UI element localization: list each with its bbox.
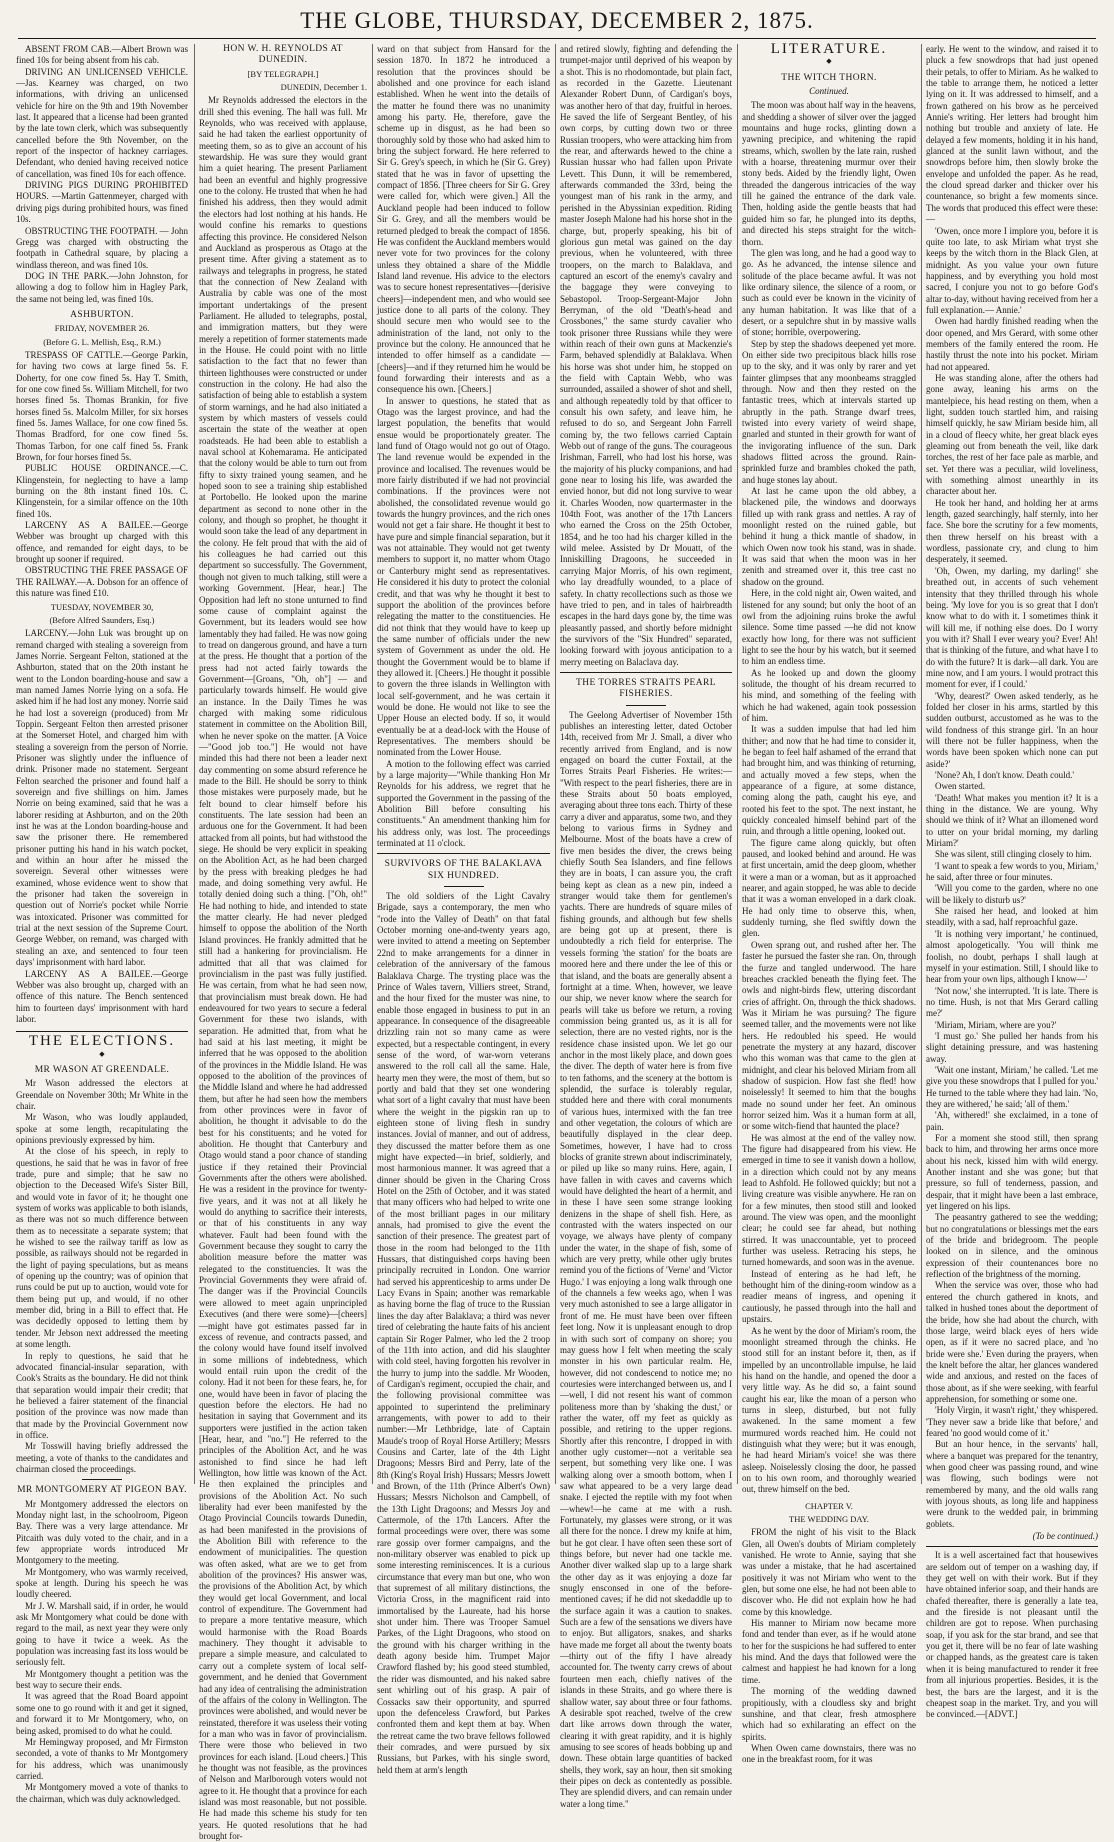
court-item: ABSENT FROM CAB.—Albert Brown was fined 10s for being absent from his cab.: [16, 44, 188, 66]
story-paragraph: At last he came upon the old abbey, a blackened pile, the windows and doorways filled up with rank grass and nettles. A ray of moonlight rested on the ruined gable, but behind it hung a thick mantle of shadow, in which Owen now took his stand, was in shade. It was said that when the moon was in her zenith and streamed over it, this tree cast no shadow on the ground.: [742, 486, 916, 587]
section-heading: LITERATURE.: [770, 41, 888, 57]
story-paragraph: 'I want to speak a few words to you, Miriam,' he said, after three or four minutes.: [926, 860, 1098, 883]
article-paragraph: Mr Wason, who was loudly applauded, spoke at some length, recapitulating the opinions previously expressed by him.: [16, 1112, 188, 1145]
telegraph-tag: [BY TELEGRAPH.]: [247, 68, 319, 79]
story-paragraph: 'Will you come to the garden, where no one will be likely to disturb us?': [926, 883, 1098, 905]
ornament: ◆: [99, 1049, 105, 1058]
court-item: OBSTRUCTING THE FOOTPATH. — John Gregg was charged with obstructing the footpath in Cathedral square, by placing a windlass thereon, and was fined 10s.: [16, 225, 188, 270]
story-paragraph: But an hour hence, in the servants' hall, where a banquet was prepared for the tenantry, when good cheer was passing round, and wine was flowing, such bodings were not remembered by many, and the old walls rang with joyous shouts, as long life and happiness were drunk to the wedded pair, in brimming goblets.: [926, 1439, 1098, 1529]
court-date: TUESDAY, NOVEMBER 30,: [50, 601, 154, 612]
section-heading: ASHBURTON.: [70, 309, 134, 320]
article-heading: HON W. H. REYNOLDS AT DUNEDIN.: [223, 44, 343, 66]
article-paragraph: Mr Montgomery moved a vote of thanks to the chairman, which was duly acknowledged.: [16, 1782, 188, 1804]
column-rule: [555, 44, 556, 1484]
court-item: DRIVING AN UNLICENSED VEHICLE.—Jas. Kearney was charged, on two informations, with driving an unlicensed vehicle for hire on the 9th and 19th November last. It appeared that a license had been granted by the late town clerk, which was subsequently cancelled before the 9th November, on the report of the inspector of hackney carriages. Defendant, who denied having received notice of cancellation, was fined 10s for each offence.: [16, 66, 188, 179]
court-bench: (Before Alfred Saunders, Esq.): [49, 614, 155, 625]
article-paragraph: Mr Montgomery addressed the electors on Monday night last, in the schoolroom, Pigeon Bay. There was a very large attendance. Mr Pitcaith was duly voted to the chair, and in a few appropriate words introduced Mr Montgomery to the meeting.: [16, 1498, 188, 1566]
divider: [82, 1479, 122, 1480]
article-paragraph: and retired slowly, fighting and defending the trumpet-major until deprived of his weapon by a shot. This is no rhodomontade, but plain fact, as recorded in the Gazette. Lieutenant Alexander Robert Dunn, of Cardigan's boys, was another hero of that day, fruitful in heroes. He saved the life of Sergeant Bentley, of his own corps, by cutting down two or three Russian troopers, who were attacking him from the rear, and afterwards hewed to the chine a Russian hussar who had fallen upon Private Levett. This Dunn, it will be remembered, afterwards commanded the 33rd, being the youngest man of his rank in the army, and perished in the Abyssinian expedition. Riding master Joseph Malone had his horse shot in the charge, but, properly speaking, his bit of glorious gun metal was gained on the day previous, when he volunteered, with three troopers, on the march to Balaklava, and captured an escort of the enemy's cavalry and the baggage they were conveying to Sebastopol. Troop-Sergeant-Major John Berryman, of the old "Death's-head and Crossbones," the same sturdy cavalier who took prisoner three Russians while they were within reach of their own guns at Mackenzie's Farm, behaved splendidly at Balaklava. When his horse was shot under him, he stopped on the field with Captain Webb, who was surrounded, assailed a shower of shot and shell, and although repeatedly told by that officer to consult his own safety, and leave him, he refused to do so, and Sergeant John Farrell coming by, the two fellows carried Captain Webb out of range of the guns. The courageous Irishman, Farrell, who had lost his horse, was the majority of his plucky companions, and had gone near to losing his life, was awarded the envied honor, but did not long survive to wear it. Charles Wooden, now quartermaster in the 104th Foot, was another of the 17th Lancers who earned the Cross on the 25th October, 1854, and he too had his charger killed in the wild melee. Assisted by Dr Mouatt, of the Inniskilling Dragoons, he succeeded in carrying Major Morris, of his own regiment, who lay dreadfully wounded, to a place of safety. In chatty recollections such as those we have tried to pen, and in tales of hairbreadth escapes in the hard days gone by, the time was pleasantly passed, and shortly before midnight the survivors of the "Six Hundred" separated, looking forward with joyous anticipation to a merry meeting on Balaclava day.: [560, 44, 732, 667]
court-item: LARCENY AS A BAILEE.—George Webber was also brought up, charged with an offence of this nature. The Bench sentenced him to fourteen days' imprisonment with hard labor.: [16, 968, 188, 1024]
article-paragraph: Mr Montgomery, who was warmly received, spoke at length. During his speech he was loudly cheered.: [16, 1566, 188, 1600]
court-date: FRIDAY, NOVEMBER 26.: [54, 323, 150, 334]
article-paragraph: Mr Tosswill having briefly addressed the meeting, a vote of thanks to the candidates and chairman closed the proceedings.: [16, 1441, 188, 1474]
article-paragraph: Mr Reynolds addressed the electors in the drill shed this evening. The hall was full. Mr Reynolds, who was received with applause, said he had taken the earliest opportunity of meeting them, so as to give an account of his stewardship. He was sure they would grant him a quiet hearing. The present Parliament had been an eventful and highly progressive one to the colony. He trusted that when he had finished his address, then they would admit the electors had lost nothing at his hands. He would confine his remarks to questions affecting this province. He considered Nelson and Auckland as prosperous as Otago at the present time. After giving a statement as to railways and telegraphs in progress, he stated that the connection of New Zealand with Australia by cable was one of the most important undertakings of the present Parliament. He alluded to telegraphs, postal, and immigration matters, but they were merely a repetition of former statements made in the House. He could point with no little satisfaction to the fact that no fewer than thirteen lighthouses were constructed or under construction in the colony. He had also the satisfaction of being able to establish a system of storm warnings, and he had also initiated a system by which masters of vessels could ascertain the state of the weather at open roadsteads. He had been able to establish a naval school at Kohemarama. He anticipated that the colony would be able to turn out from fifty to sixty trained young seamen, and he hoped soon to see a training ship established at Portobello. He looked upon the marine department as second to none other in the colony, and though so prophet, he thought it would soon take the lead of any department in the colony. He felt proud that with the aid of his colleagues he had carried out this department so successfully. The Government, though not given to much talking, still were a working Government. [Hear, hear.] The Opposition had left no stone unturned to find some cause of complaint against the Government, but its leaders would see how lamentably they had failed. He was now going to tread on dangerous ground, and have a turn at the press. He thought that a portion of the press had not acted fairly towards the Government—[Groans, "Oh, oh"] — and particularly towards himself. He would give an instance. In the Daily Times he was charged with making some ridiculous statement in committee on the Abolition Bill, when he never spoke on the matter. [A Voice—"Good job too."] He would not have minded this had there not been a leader next day commenting on some absurd reference he made to the Bill. He should be sorry to think those mistakes were purposely made, but he felt bound to clear himself before his constituents. The late session had been an arduous one for the Government. It had been attacked from all points, but had withstood the siege. He should be very explicit in speaking on the Abolition Act, as he had been charged by the press with breaking pledges he had made, and doing something very awful. He totally denied doing such a thing. ["Oh, oh!" He had nothing to hide, and intended to state the matter clearly. He had never pledged himself to oppose the abolition of the North Island provinces. He frankly admitted that he still had a hankering for provincialism. He admitted that all that was claimed for provincialism in the past was fully justified. He was certain, from what he had seen now, that provincialism must break down. He had endeavoured for two years to secure a federal Government for these two islands, with separation. He admitted that, from what he had said at his last meeting, it might be inferred that he was opposed to the abolition of the provinces in the Middle Island. He was opposed to the abolition of the provinces of the Middle Island and where he had addressed them, but after he had seen how the members from other provinces were in favor of abolition, he thought it advisable to do the best for his constituents; and he voted for abolition. He thought that Canterbury and Otago would stand a poor chance of standing justice if they retained their Provincial Governments after the others were abolished. He was a resident in the province for twenty-five years, and it was not at all likely he would do anything to sacrifice their interests, or that of his constituents in any way whatever. Fault had been found with the Government because they sought to carry the abolition measure before the matter was relegated to the constituencies. It was the Provincial Governments they were afraid of. The danger was if the Provincial Councils were allowed to meet again unprincipled Executives (and there were some)—[cheers] —might have got estimates passed far in excess of revenue, and contracts passed, and the colony would have found itself involved in some millions of indebtedness, which would entail ruin upon the credit of the colony. Had it not been for these fears, he, for one, would have been in favor of placing the question before the electors. He had no hesitation in saying that Government and its supporters were justified in the action taken [Hear, hear, and "no."] He referred to the principles of the Abolition Act, and he was astonished to find since he had left Wellington, how little was known of the Act. He then explained the principles and provisions of the Abolition Act. No such liberality had ever been manifested by the Otago Provincial Councils towards Dunedin, as had been manifested in the provisions of the Abolition Bill with reference to the endowment of municipalities. The question was often asked, what are we to get from abolition of the provinces? His answer was, the provisions of the Abolition Act, by which they would get local Government, and local control of expenditure. The Government had to prepare a more tentative measure, which would harmonise with the Road Boards machinery. They thought it advisable to prepare a simple measure, and calculated to carry out a complete system of local self-government, and he denied that Government had any idea of centralising the administration of the affairs of the colony in Wellington. The provinces were abolished, and would never be reinstated, therefore it was useless their voting for a man who was in favor of provincialism. There were those who believed in two provinces for each island. [Loud cheers.] This he thought was not feasible, as the provinces of Nelson and Marlborough voters would not agree to it. He thought that a province for each island was most reasonable, but not possible. He had made this scheme his study for ten years. He quoted resolutions that he had brought for-: [199, 95, 367, 1841]
court-item: DRIVING PIGS DURING PROHIBITED HOURS. —Martin Gattenmeyer, charged with driving pigs during prohibited hours, was fined 10s.: [16, 180, 188, 225]
article-paragraph: The Geelong Advertiser of November 15th publishes an interesting letter, dated October 14th, received from Mr J. Small, a diver who recently arrived from England, and is now engaged on board the cutter Foxtail, at the Torres Straits Pearl Fisheries. He writes:— "With respect to the pearl fisheries, there are in these Straits about 50 boats employed, averaging about three tons each. Thirty of these carry a diver and apparatus, some two, and they belong to various firms in Sydney and Melbourne. Most of the boats have a crew of five men besides the diver, the crews being chiefly South Sea Islanders, and fine fellows they are in boats, I can assure you, the craft being kept as clean as a new pin, indeed a stranger would take them for gentlemen's yachts. There are hundreds of square miles of fishing grounds, and although but few shells are being got up at present, there is undoubtedly a rich field for enterprise. The vessels forming 'the station' for the boats are moored here and there under the lee of this or that island, and the boats are generally absent a fortnight at a time. When, however, we leave our ship, we never know where the search for pearls will take us before we return, a roving commission being granted us, as it is all for selection, there are no vested rights, nor is the residence chase insisted upon. We let go our anchor in the most likely place, and down goes the diver. The depth of water here is from five to ten fathoms, and the scenery at the bottom is splendid, the surface is tolerably regular, studded here and there with coral monuments of various hues, intermixed with the fan tree and other vegetation, the colours of which are beautifully displayed in the clear deep. Sometimes, however, I have had to cross blocks of granite strewn about indiscriminately, or piled up like so many ruins. Here, again, I have fallen in with caves and caverns which would have delighted the heart of a hermit, and in these I have seen some strange looking denizens in the shape of shell fish. Here, as contrasted with the waters inspected on our voyage, we always have plenty of company under the water, in the shape of fish, some of which are very pretty, while other ugly brutes remind you of the fictions of 'Verne' and 'Victor Hugo.' I was enjoying a long walk through one of the channels a few weeks ago, when I was very much astonished to see a large alligator in front of me. He must have been over fifteen feet long. Now it is unpleasant enough to drop in with such sort of company on shore; you may guess how I felt when meeting the scaly monster in his own particular realm. He, however, did not condescend to notice me; no courtesies were interchanged between us, and I—well, I did not resent his want of common politeness more than by 'shaking the dust,' or rather the water, off my feet as quickly as possible, and retiring to the upper regions. Shortly after this rencontre, I dropped in with another ugly customer—not a veritable sea serpent, but something very like one. I was walking along over a smooth bottom, when I saw what appeared to be a very large dead snake. I ejected the reptile with my foot when—whew!—he came at me with a rush. Fortunately, my glasses were strong, or it was all there for the nonce. I drew my knife at him, but he got clear. I have often seen these sort of things before, but never had one tackle me. Another diver walked slap up to a large shark the other day as it was enjoying a doze far snugly ensconsed in one of the before-mentioned caves; if he did not skedaddle up to the surface again it was a caution to snakes. Such are a few of the sensations we divers have to enjoy. But alligators, snakes, and sharks have made me forget all about the twenty boats—thirty out of the fifty I have already accounted for. The twenty carry crews of about fourteen men each, chiefly natives of the islands in these Straits, and go where there is shallow water, say about three or four fathoms. A desirable spot reached, twelve of the crew dart like arrows down through the water, clearing it with great rapidity, and it is highly amusing to see scores of heads bobbing up and down. These obtain large quantities of backed shells, they work, say an hour, then sit smoking their pipes on deck as contentedly as possible. They are splendid divers, and can remain under water a long time.": [560, 709, 732, 1809]
article-heading: SURVIVORS OF THE BALAKLAVA SIX HUNDRED.: [384, 859, 543, 881]
to-be-continued: (To be continued.): [1032, 1531, 1098, 1542]
divider: [626, 705, 666, 706]
divider: [926, 1546, 1098, 1547]
story-paragraph: It was a sudden impulse that had led him thither; and now that he had time to consider it, he began to feel half ashamed of the errand that had brought him, and was thinking of returning, and actually moved a few steps, when the appearance of a figure, at some distance, coming along the path, caught his eye, and rooted his feet to the spot. The next instant, he quickly concealed himself behind part of the ruin, and through a little opening, looked out.: [742, 724, 916, 837]
advertisement-paragraph: It is a well ascertained fact that housewives are seldom out of temper on a washing day, if they get well on with their work. But if they have obtained inferior soap, and their hands are chafed thereafter, there is generally a late tea, and the fireside is not pleasant until the children are got to repose. When purchasing soap, if you ask for the star brand, and see that you get it, there will be no fear of late washing or chapped hands, as the greatest care is taken when it is being manufactured to render it free from all injurious properties. Besides, it is the best, the bars are the largest, and it is the cheapest soap in the market. Try, and you will be convinced.—[ADVT.]: [926, 1550, 1098, 1720]
story-paragraph: 'Owen, once more I implore you, before it is quite too late, to ask Miriam what tryst she keeps by the witch thorn in the Black Glen, at midnight. As you value your own future happiness, and by everything you hold most sacred, I conjure you not to go before God's altar to-day, without having received from her a full explanation.— Annie.': [926, 225, 1098, 315]
article-paragraph: Mr Wason addressed the electors at Greendale on November 30th; Mr White in the chair.: [16, 1078, 188, 1111]
court-bench: (Before G. L. Mellish, Esq., R.M.): [43, 336, 161, 347]
story-paragraph: 'None? Ah, I don't know. Death could.': [935, 770, 1075, 780]
column-rule: [194, 44, 195, 1484]
court-item: LARCENY.—John Luk was brought up on remand charged with stealing a sovereign from James Norrie. Sergeant Felton, stationed at the Ashburton, stated that on the 20th instant he went to the London boarding-house and saw a man named James Norrie lying on a sofa. He asked him if he had lost any money. Norrie said he had lost a sovereign (produced) from Mr Toppin. Sergeant Felton then arrested prisoner at the Somerset Hotel, and charged him with stealing a sovereign from the person of Norrie. Prisoner was slightly under the influence of drink. Prisoner made no statement. Sergeant Felton searched the prisoner and found half a sovereign and five shillings on him. James Norrie on being examined, said that he was a laborer residing at Ashburton, and on the 20th inst he was at the London boarding-house and saw the prisoner there. He remembered prisoner putting his hand in his watch pocket, and within an hour after he missed the sovereign. Several other witnesses were examined, whose evidence went to show that the prisoner had taken the sovereign in question out of Norrie's pocket while Norrie was intoxicated. Prisoner was committed for trial at the next session of the Supreme Court. George Webber, on remand, was charged with stealing an axe, and sentenced to four teen days' imprisonment with hard labor.: [16, 628, 188, 968]
court-item: TRESPASS OF CATTLE.—George Parkin, for having two cows at large fined 5s. F. Doherty, for one cow fined 5s. Hay T. Smith, for one cow fined 5s. William Mitchell, for two horses fined 5s. Thomas Brankin, for five horses fined 5s. Malcolm Miller, for six horses fined 5s. James Wallace, for one cow fined 5s. Thomas Bradford, for one cow fined 5s. Thomas Tarbon, for one calf fined 5s. Frank Brown, for four horses fined 5s.: [16, 349, 188, 463]
story-paragraph: early. He went to the window, and raised it to pluck a few snowdrops that had just opened their petals, to offer to Miriam. As he walked to the table to arrange them, he noticed a letter lying on it. It was addressed to himself, and a frown gathered on his brow as he perceived Annie's writing. Her letters had brought him nothing but trouble and anxiety of late. He delayed a few moments, holding it in his hand, glanced at the sunlit lawn without, and the snowdrops before him, then slowly broke the envelope and unfolded the paper. As he read, the cloud spread darker and thicker over his countenance, so bright a few moments since. The words that produced this effect were these:—: [926, 44, 1098, 225]
section-heading: THE ELECTIONS.: [16, 1031, 188, 1047]
story-paragraph: 'Wait one instant, Miriam,' he called. 'Let me give you these snowdrops that I pulled for you.' He turned to the table where they had lain. 'No, they are withered,' he said; 'all of them.': [926, 1064, 1098, 1109]
divider: [444, 886, 484, 887]
court-item: LARCENY AS A BAILEE.—George Webber was brought up charged with this offence, and remanded for eight days, to be brought up sooner if required.: [16, 520, 188, 565]
story-paragraph: The peasantry gathered to see the wedding; but no congratulations or blessings met the ears of the bride and bridegroom. The people looked on in silence, and the ominous expression of their countenances bore no reflection of the brightness of the morning.: [926, 1212, 1098, 1280]
story-paragraph: Owen sprang out, and rushed after her. The faster he pursued the faster she ran. On, through the furze and tangled underwood. The hare breaches crackled beneath the flying feet. The owls and night-birds flew, uttering discordant cries of affright. On, through the thick shadows. Was it Miriam he was pursuing? The figure seemed taller, and the movements were not like hers. He redoubled his speed. He would penetrate the mystery at any hazard, discover who this woman was that came to the glen at midnight, and clear his beloved Miriam from all shadow of suspicion. How fast she fled! how noiselessly! It seemed to him that the boughs made no sound under her feet. An ominous horror seized him. Was it a human form at all, or some witch-fiend that haunted the place?: [742, 939, 916, 1132]
article-heading: THE TORRES STRAITS PEARL FISHERIES.: [576, 677, 716, 700]
dateline: DUNEDIN, December 1.: [280, 82, 367, 93]
story-paragraph: She raised her head, and looked at him steadily, with a sad, half reproachful gaze.: [926, 906, 1098, 928]
story-paragraph: He was almost at the end of the valley now. The figure had disappeared from his view. He emerged in time to see it vanish down a hollow, in a direction which could not by any means lead to Ashfold. He followed quickly; but not a living creature was visible anywhere. He ran on for a few minutes, then stood still and looked around. The view was open, and the moonlight clear; he could see far ahead, but nothing stirred. It was unaccountable, yet to proceed further was useless. Retracing his steps, he turned homewards, and soon was in the avenue.: [742, 1132, 916, 1268]
story-paragraph: 'Holy Virgin, it wasn't right,' they whispered. 'They never saw a bride like that before,' and feared 'no good would come of it.': [926, 1405, 1098, 1438]
story-paragraph: 'Oh, Owen, my darling, my darling!' she breathed out, in accents of such vehement intensity that they thrilled through his whole being. 'My love for you is so great that I don't know what to do with it. I sometimes think it will kill me, if nothing else does. Do I worry you with it? Shall I ever weary you? Ever! Ah! that is thinking of the future, and what have I to do with the future? It is dark—all dark. You are mine now, and I am yours. I would protract this moment for ever, if I could.': [926, 565, 1098, 690]
column-6: [926, 44, 1098, 1720]
article-paragraph: Mr Hemingway proposed, and Mr Firmston seconded, a vote of thanks to Mr Montgomery for his address, which was unanimously carried.: [16, 1736, 188, 1781]
story-paragraph: For a moment she stood still, then sprang back to him, and throwing her arms once more about his neck, kissed him with wild energy. Another instant and she was gone; but that pressure, so full of tenderness, passion, and despair, that it might have been a last embrace, yet lingered on his lips.: [926, 1133, 1098, 1212]
column-3: [377, 44, 550, 1775]
story-paragraph: FROM the night of his visit to the Black Glen, all Owen's doubts of Miriam completely vanished. He wrote to Annie, saying that she was under a mistake, that he had ascertained positively it was not Miriam who went to the glen, but some one else, he had not been able to discover who. He did not explain how he had come by this knowledge.: [742, 1527, 916, 1617]
court-item: OBSTRUCTING THE FREE PASSAGE OF THE RAILWAY.—A. Dobson for an offence of this nature was fined £10.: [16, 565, 188, 599]
article-paragraph: The old soldiers of the Light Cavalry Brigade, says a contemporary, the men who "rode into the Valley of Death" on that fatal October morning one-and-twenty years ago, were invited to attend a meeting on September 22nd to make arrangements for a dinner in celebration of the anniversary of the famous Balaklava Charge. The trysting place was the Prince of Wales tavern, Villiers street, Strand, and the hour fixed for the muster was nine, to enable those engaged in business to put in an appearance. In consequence of the disagreeable drizzling rain not so many came as were expected, but a respectable contingent, in every sense of the word, of war-worn veterans answered to the roll call all the same. Hale, hearty men they were, the most of them, but so portly and bald that they set one wondering what sort of a light cavalry that must have been where the weight in the pigskin ran up to eighteen stone of living flesh in sundry instances. Jovial of manner, and out of address, they discussed the matter before them as one might have expected—in brief, soldierly, and most harmonious manner. It was agreed that a dinner should be given in the Charing Cross Hotel on the 25th of October, and it was stated that many officers who had helped to write one of the most brilliant pages in our military annals, had promised to give the event the sanction of their presence. The greatest part of those in the room had belonged to the 11th Hussars, that distinguished corps having been principally recruited in London. One warrior had served his apprenticeship to arms under De Lacy Evans in Spain; another was remarkable as having borne the flag of truce to the Russian lines the day after Balaklava; a third was never tired of celebrating the haute faits of his ancient captain Sir Roger Palmer, who led the 2 troop of the 11th into action, and did his slaughter with cold steel, having forgotten his revolver in the hurry to jump into the saddle. Mr Wooden, of Cardigan's regiment, occupied the chair, and the following provisional committee was appointed to superintend the preliminary arrangements, with power to add to their number:—Mr Lethbridge, late of Captain Maude's troop of Royal Horse Artillery; Messrs Cousins and Carter, late of the 4th Light Dragoons; Messrs Bird and Perry, late of the 8th (King's Royal Irish) Hussars; Messrs Jowett and Brown, of the 11th (Prince Albert's Own) Hussars; Messrs Nicholson and Campbell, of the 13th Light Dragoons; and Messrs Joy and Cattermole, of the 17th Lancers. After the formal proceedings were over, there was some rare gossip over former campaigns, and the non-military observer was enabled to pick up some interesting reminiscences. It is a curious circumstance that every man but one, who won that supremest of all military distinctions, the Victoria Cross, in the magnificent raid into immortalised by the Laureate, had his horse shot under him. There was Trooper Samuel Parkes, of the Light Dragoons, who stood on the ground with his charger writhing in the death agony beside him. Trumpet Major Crawford flashed by; his good steed stumbled, the rider was dismounted, and his naked sabre sent whirling out of his grasp. A pair of Cossacks saw their opportunity, and spurred upon the defenceless Crawford, but Parkes confronted them and kept them at bay. When the retreat came the two brave fellows followed their comrades, and were pursued by six Russians, but Parkes, with his single sword, held them at arm's length: [377, 891, 550, 1775]
divider: [560, 672, 732, 673]
column-rule: [737, 44, 738, 1484]
story-paragraph: As he went by the door of Miriam's room, the moonlight streamed through the chinks. He stood still for an instant before it, then, as if impelled by an uncontrollable impulse, he laid his hand on the handle, and opened the door a very little way. As he did so, a faint sound caught his ear, like the moan of a person who turns in sleep, disturbed, but not fully awakened. In the same moment a few murmured words reached him. He could not distinguish what they were; but it was enough, he had heard Miriam's voice! she was there asleep. Noiselessly closing the door, he passed on to his own room, and thoroughly wearied out, threw himself on the bed.: [742, 1325, 916, 1495]
story-title: THE WITCH THORN.: [781, 72, 877, 83]
story-paragraph: He took her hand, and holding her at arms length, gazed searchingly, half sternly, into her face. She bore the scrutiny for a few moments, then threw herself on his breast with a wordless, passionate cry, and clung to him desperately, it seemed.: [926, 497, 1098, 565]
masthead: THE GLOBE, THURSDAY, DECEMBER 2, 1875.: [300, 8, 814, 33]
story-paragraph: 'It is nothing very important,' he continued, almost apologetically. 'You will think me foolish, no doubt, perhaps I shall laugh at myself in your estimation. Still, I should like to hear from your own lips, although I know—': [926, 928, 1098, 985]
continued-label: Continued.: [809, 86, 849, 97]
article-heading: MR MONTGOMERY AT PIGEON BAY.: [17, 1485, 187, 1496]
article-paragraph: At the close of his speech, in reply to questions, he said that he was in favor of free trade, pure and simple; that he saw no objection to the Deceased Wife's Sister Bill, and would vote in favor of it; he thought one system of works was applicable to both islands, as there was not so much difference between them as to necessitate a separate system; that he wished to see the railway tariff as low as possible, as railways should not be regarded in the light of paying speculations, but as means of opening up the country; was of opinion that runs could be put up to auction, would vote for them being put up, and would, if no other member did, bring in a Bill to effect that. He was decidedly opposed to letting them by tender. Mr Jebson next addressed the meeting at some length.: [16, 1146, 188, 1350]
story-paragraph: She was silent, still clinging closely to him.: [935, 849, 1092, 860]
story-paragraph: The glen was long, and he had a good way to go. As he advanced, the intense silence and solitude of the place became awful. It was not like ordinary silence, the silence of a room, or such as could ever be known in the vicinity of any human habitation. It was like that of a desert, or a sepulchre shut in by massive walls of stone; horrible, overpowering.: [742, 247, 916, 338]
article-paragraph: In answer to questions, he stated that as Otago was the largest province, and had the largest population, the benefits that would ensue would be proportionately greater. The land fund of Otago would not go out of Otago. The land revenue would be expended in the province and localised. The revenues would be more fairly distributed if we had not provincial combinations. If the provinces were not abolished, the consolidated revenue would go towards the hungry provinces, and the rich ones would not get a fair share. He thought it best to have pure and simple financial separation, but it was not attainable. They would not get twenty members to support it, no matter whom Otago or Canterbury might send as representatives. He considered it his duty to protect the colonial credit, and that was why he thought it best to support the abolition of the provinces before relegating the matter to the constituencies. He did not think that they would have to keep up the same number of officials under the new system of Government as under the old. He thought the Government would be to blame if they allowed it. [Cheers.] He thought it possible to govern the three islands in Wellington with local self-government, and he was certain it would be done. He would not like to see the Upper House an elected body. If so, it would eventually be at a dead-lock with the House of Representatives. The members should be nominated from the Lower House.: [377, 395, 550, 758]
ornament: ◆: [826, 57, 832, 66]
court-item: PUBLIC HOUSE ORDINANCE.—C. Klingenstein, for neglecting to have a lamp burning on the 8th instant fined 10s. C. Klingenstein, for a similar offence on the 10th fined 10s.: [16, 463, 188, 519]
article-paragraph: It was agreed that the Road Board appoint some one to go round with it and get it signed, and forward it to Mr Montgomery, who, on being asked, promised to do what he could.: [16, 1691, 188, 1736]
article-paragraph: In reply to questions, he said that he advocated financial-insular separation, with Cook's Straits as the boundary. He did not think that separation would impair their credit; that he believed a fairer statement of the financial position of the province was now made than that made by the Provincial Government now in office.: [16, 1350, 188, 1440]
story-paragraph: Instead of entering as he had left, he bethought him of the dining-room window as a readier means of ingress, and opening it cautiously, he passed through into the hall and upstairs.: [742, 1268, 916, 1325]
story-paragraph: Owen started.: [935, 781, 985, 792]
article-paragraph: A motion to the following effect was carried by a large majority—"While thanking Hon Mr Reynolds for his address, we regret that he supported the Government in the passing of the Abolition Bill before consulting his constituents." An amendment thanking him for his address only, was lost. The proceedings terminated at 11 o'clock.: [377, 758, 550, 849]
story-paragraph: Here, in the cold night air, Owen waited, and listened for any sound; but only the hoot of an owl from the adjoining ruins broke the awful silence. Some time passed —he did not know exactly how long, for there was not sufficient light to see the hour by his watch, but it seemed to him an endless time.: [742, 588, 916, 667]
story-paragraph: The moon was about half way in the heavens, and shedding a shower of silver over the jagged mountains and huge rocks, glinting down a yawning precipice, and whitening the rapid streams, which, swollen by the late rain, rushed with a hoarse, threatening murmur over their stony beds. Aided by the friendly light, Owen threaded the dangerous intricacies of the way till he gained the entrance of the dark vale. Then, holding aside the gentle beasts that had guided him so far, he plunged into its depths, and directed his steps straight for the witch-thorn.: [742, 100, 916, 247]
story-paragraph: 'Ah, withered!' she exclaimed, in a tone of pain.: [926, 1110, 1098, 1132]
column-1: [16, 44, 188, 1804]
divider: [377, 853, 550, 854]
masthead-rule: [18, 38, 1096, 39]
story-paragraph: The figure came along quickly, but often paused, and looked behind and around. He was at first uncertain, amid the deep gloom, whether it were a man or a woman, but as it approached nearer, and again stopped, he was able to decide that it was a woman enveloped in a dark cloak. He had only time to observe this, when, suddenly turning, she fled swiftly down the glen.: [742, 837, 916, 939]
story-paragraph: 'Death! What makes you mention it? It is a thing in the distance. We are young. Why should we think of it? What an illomened word to utter on your bridal morning, my darling Miriam?': [926, 792, 1098, 849]
column-rule: [372, 44, 373, 1484]
chapter-heading: CHAPTER V.: [805, 1500, 853, 1511]
article-paragraph: ward on that subject from Hansard for the session 1870. In 1872 he introduced a resolution that the provinces should be abolished and one province for each island established. When he went into the details of the matter he found there was no unanimity among his party. He, therefore, gave the scheme up in disgust, as he had been so thoroughly sold by those who had asked him to bring the subject forward. He here referred to Sir G. Grey's speech, in which he (Sir G. Grey) stated that he was in favor of upsetting the compact of 1856. [Three cheers for Sir G. Grey were called for, which were given.] All the Auckland people had been induced to follow Sir G. Grey, and all the members would be returned pledged to break the compact of 1856. He was confident the Auckland members would never vote for two provinces for the colony unless they obtained a share of the Middle Island land revenue. His advice to the electors was to secure honest representatives—[derisive cheers]—independent men, and who would see justice done to all parts of the colony. They should secure men who would see to the administration of the land, not only to the province but the colony. He announced that he intended to offer himself as a candidate —[cheers]—and if they returned him he would be found forwarding their interests and as a consequence his own. [Cheers.]: [377, 44, 550, 395]
article-paragraph: Mr J. W. Marshall said, if in order, he would ask Mr Montgomery what could be done with regard to the mail, as next year they were only going to have it twice a week. As the population was increasing fast its loss would be seriously felt.: [16, 1600, 188, 1668]
article-heading: MR WASON AT GREENDALE.: [34, 1064, 170, 1075]
story-paragraph: Owen had hardly finished reading when the door opened, and Mrs Gerard, with some other members of the family entered the room. He hastily thrust the note into his pocket. Miriam had not appeared.: [926, 316, 1098, 372]
story-paragraph: The morning of the wedding dawned propitiously, with a cloudless sky and bright sunshine, and that clear, fresh atmosphere which had so exhilarating an effect on the spirits.: [742, 1686, 916, 1742]
story-paragraph: When Owen came downstairs, there was no one in the breakfast room, for it was: [742, 1742, 916, 1765]
story-paragraph: As he looked up and down the gloomy solitude, the thought of his dream recurred to his mind, and something of the feeling with which he had wakened, again took possession of him.: [742, 667, 916, 723]
story-paragraph: His manner to Miriam now became more fond and tender than ever, as if he would atone to her for the suspicions he had suffered to enter his mind. And the days that followed were the calmest and happiest he had known for a long time.: [742, 1618, 916, 1685]
story-paragraph: When the service was over, those who had entered the church gathered in knots, and talked in hushed tones about the deportment of the bride, how she had about the church, with those large, weird black eyes of hers wide open, as if it were no sacred place, and 'no bride were she.' Even during the prayers, when the knelt before the altar, her glances wandered wide and anxious, and rested on the faces of those about, as if she were seeking, with fearful apprehension, for something or some one.: [926, 1280, 1098, 1404]
column-2: [199, 44, 367, 1841]
court-item: DOG IN THE PARK.—John Johnston, for allowing a dog to follow him in Hagley Park, the same not being led, was fined 10s.: [16, 270, 188, 304]
column-5: [742, 41, 916, 1765]
story-paragraph: He was standing alone, after the others had gone away, leaning his arms on the mantelpiece, his head resting on them, when a light, sudden touch startled him, and raising himself quickly, he saw Miriam beside him, all in a cloud of fleecy white, her great black eyes gleaming out from beneath the veil, like dark torches, the rest of her face pale as marble, and set. Yet there was a peculiar, wild loveliness, with something almost unearthly in its character about her.: [926, 372, 1098, 497]
story-paragraph: 'Miriam, Miriam, where are you?': [935, 1019, 1057, 1030]
column-4: [560, 44, 732, 1809]
story-paragraph: Step by step the shadows deepened yet more. On either side two precipitous black hills rose up to the sky, and it was only by rarer and yet fainter glimpses that any moonbeams straggled through. Now and then they rested on the fantastic trees, which at intervals started up abruptly in the path. Strange dwarf trees, twisted into every variety of weird shape, gnarled and stunted in their growth for want of the invigorating influence of the sun. Dark shadows flitted across the ground. Rain-sprinkled furze and brambles choked the path, and huge stones lay about.: [742, 338, 916, 485]
story-paragraph: 'Why, dearest?' Owen asked tenderly, as he folded her closer in his arms, startled by this sudden outburst, accustomed as he was to the wild fondness of this strange girl. 'In an hour will there not be fuller happiness, when the words have been spoken which none can put aside?': [926, 690, 1098, 769]
story-paragraph: 'Not now,' she interrupted. 'It is late. There is no time. Hush, is not that Mrs Gerard calling me?': [926, 985, 1098, 1019]
article-paragraph: Mr Montgomery thought a petition was the best way to secure their ends.: [16, 1668, 188, 1691]
chapter-title: THE WEDDING DAY.: [789, 1514, 869, 1524]
column-rule: [921, 44, 922, 1484]
story-paragraph: 'I must go.' She pulled her hands from his slight detaining pressure, and was hastening away.: [926, 1030, 1098, 1064]
